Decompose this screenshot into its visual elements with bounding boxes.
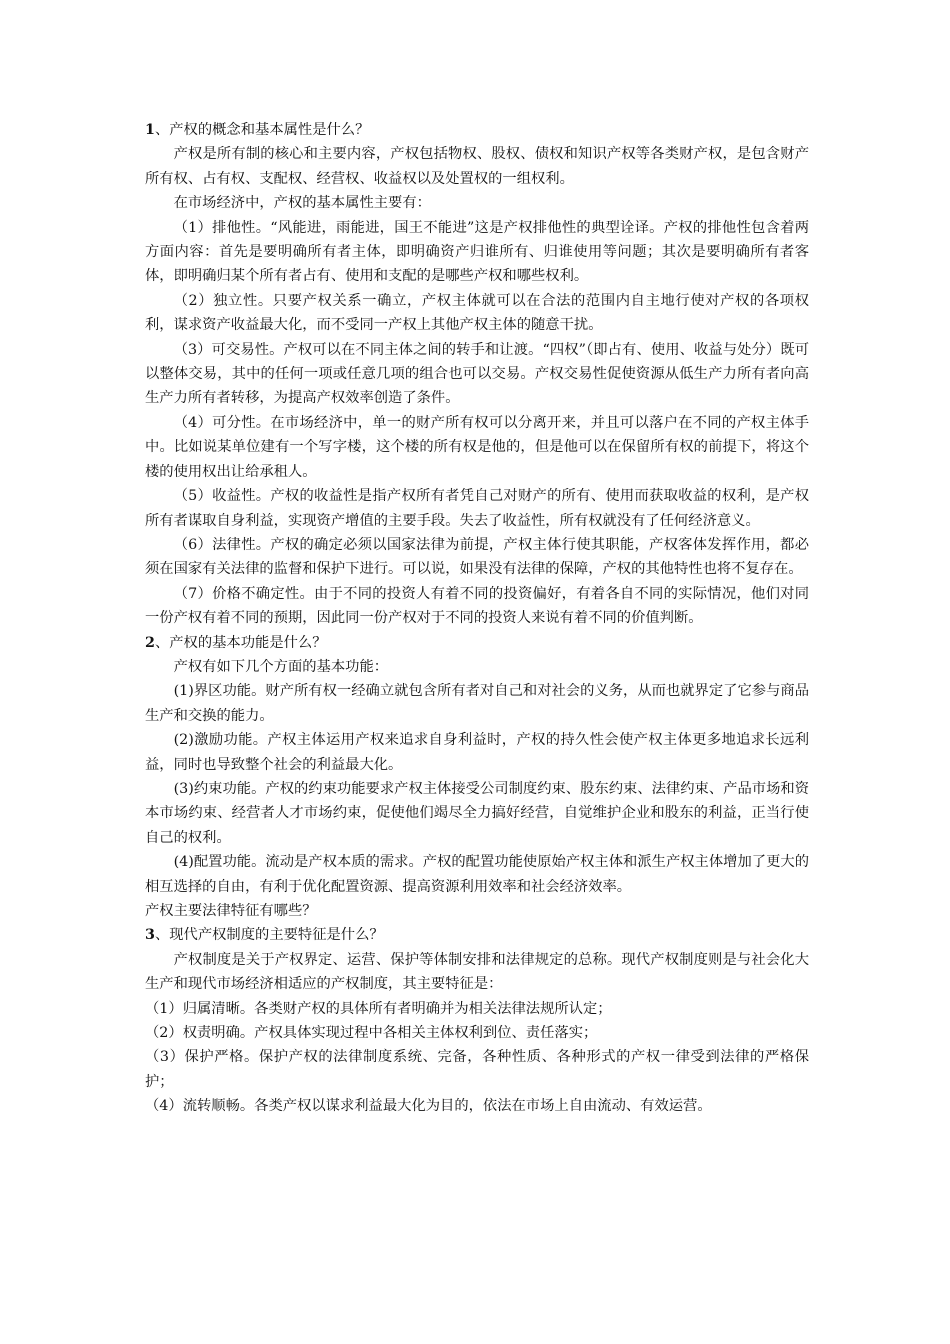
question-title: 、现代产权制度的主要特征是什么？ (154, 927, 384, 944)
paragraph: (1)界区功能。财产所有权一经确立就包含所有者对自己和对社会的义务，从而也就界定了它参与商品生产和交换的能力。 (145, 683, 809, 724)
paragraph: (2)激励功能。产权主体运用产权来追求自身利益时，产权的持久性会使产权主体更多地追求长远利益，同时也导致整个社会的利益最大化。 (145, 732, 809, 773)
question-title: 、产权的基本功能是什么？ (154, 634, 327, 651)
question-number: 1 (145, 122, 155, 138)
paragraph: (4)配置功能。流动是产权本质的需求。产权的配置功能使原始产权主体和派生产权主体增加了更大的相互选择的自由，有利于优化配置资源、提高资源利用效率和社会经济效率。 (145, 854, 809, 895)
list-item: （2）权责明确。产权具体实现过程中各相关主体权利到位、责任落实； (145, 1025, 598, 1042)
paragraph: 在市场经济中，产权的基本属性主要有： (173, 195, 431, 212)
paragraph: 产权有如下几个方面的基本功能： (173, 658, 389, 675)
paragraph: （7）价格不确定性。由于不同的投资人有着不同的投资偏好，有着各自不同的实际情况，他们对同一份产权有着不同的预期，因此同一份产权对于不同的投资人来说有着不同的价值判断。 (145, 585, 809, 627)
question-title: 、产权的概念和基本属性是什么？ (154, 122, 370, 138)
question-3-heading (145, 923, 809, 947)
paragraph: （5）收益性。产权的收益性是指产权所有者凭自己对财产的所有、使用而获取收益的权利，是产权所有者谋取自身利益，实现资产增值的主要手段。失去了收益性，所有权就没有了任何经济意义。 (145, 488, 809, 529)
paragraph: （2）独立性。只要产权关系一确立，产权主体就可以在合法的范围内自主地行使对产权的各项权利，谋求资产收益最大化，而不受同一产权上其他产权主体的随意干扰。 (145, 292, 809, 334)
question-1-heading (145, 118, 809, 142)
paragraph: 产权是所有制的核心和主要内容，产权包括物权、股权、债权和知识产权等各类财产权，是包含财产所有权、占有权、支配权、经营权、收益权以及处置权的一组权利。 (145, 146, 809, 187)
question-number: 3 (145, 927, 155, 944)
paragraph: 产权制度是关于产权界定、运营、保护等体制安排和法律规定的总称。现代产权制度则是与社会化大生产和现代市场经济相适应的产权制度，其主要特征是： (145, 951, 809, 993)
paragraph: （1）排他性。“风能进，雨能进，国王不能进”这是产权排他性的典型诠译。产权的排他性包含着两方面内容：首先是要明确所有者主体，即明确资产归谁所有、归谁使用等问题；其次是要明确所有者客体，即明确归某个所有者占有、使用和支配的是哪些产权和哪些权利。 (145, 219, 809, 285)
list-item: （3）保护严格。保护产权的法律制度系统、完备，各种性质、各种形式的产权一律受到法律的严格保护； (145, 1049, 809, 1090)
paragraph: （3）可交易性。产权可以在不同主体之间的转手和让渡。“四权”（即占有、使用、收益与处分）既可以整体交易，其中的任何一项或任意几项的组合也可以交易。产权交易性促使资源从低生产力所有者向高生产力所有者转移，为提高产权效率创造了条件。 (145, 341, 809, 407)
trailing-question: 产权主要法律特征有哪些？ (145, 903, 317, 919)
document-page (145, 118, 809, 1119)
question-2-heading (145, 631, 809, 655)
list-item: （4）流转顺畅。各类产权以谋求利益最大化为目的，依法在市场上自由流动、有效运营。 (145, 1098, 712, 1115)
question-number: 2 (145, 634, 155, 651)
paragraph: （4）可分性。在市场经济中，单一的财产所有权可以分离开来，并且可以落户在不同的产权主体手中。比如说某单位建有一个写字楼，这个楼的所有权是他的，但是他可以在保留所有权的前提下，将这个楼的使用权出让给承租人。 (145, 414, 809, 480)
list-item: （1）归属清晰。各类财产权的具体所有者明确并为相关法律法规所认定； (145, 1000, 612, 1017)
paragraph: （6）法律性。产权的确定必须以国家法律为前提，产权主体行使其职能，产权客体发挥作用，都必须在国家有关法律的监督和保护下进行。可以说，如果没有法律的保障，产权的其他特性也将不复存在。 (145, 536, 809, 578)
paragraph: (3)约束功能。产权的约束功能要求产权主体接受公司制度约束、股东约束、法律约束、产品市场和资本市场约束、经营者人才市场约束，促使他们竭尽全力搞好经营，自觉维护企业和股东的利益，正当行使自己的权利。 (145, 780, 809, 846)
